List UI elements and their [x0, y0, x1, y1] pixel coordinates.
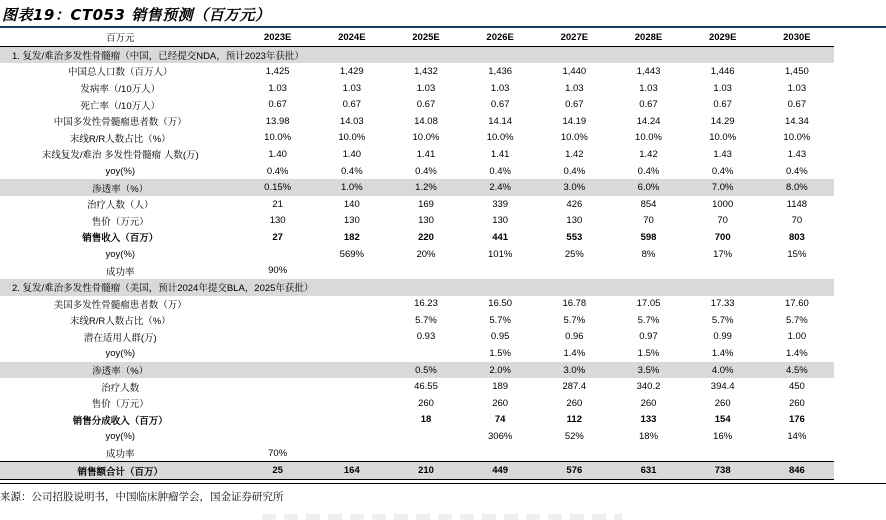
row-label: 美国多发性骨髓瘤患者数（万）: [53, 299, 187, 311]
row-label: 销售收入（百万）: [82, 233, 159, 245]
section-header-row: [0, 46, 834, 63]
table-cell: [315, 395, 389, 412]
table-cell: 306%: [488, 431, 513, 443]
figure-title: 图表19：CT053 销售预测（百万元）: [2, 6, 271, 24]
table-cell: 14.03: [339, 115, 364, 127]
table-cell: 52%: [564, 431, 584, 443]
table-cell: 1.03: [490, 82, 510, 94]
table-cell: [241, 378, 315, 395]
table-cell: 130: [343, 215, 360, 227]
table-cell: [241, 345, 315, 362]
table-cell: 8%: [641, 248, 656, 260]
table-cell: 17.33: [710, 298, 735, 310]
row-label: 成功率: [106, 449, 135, 461]
bottom-divider: [0, 483, 886, 484]
source-note: 来源：公司招股说明书，中国临床肿瘤学会，国金证券研究所: [0, 491, 284, 503]
table-cell: 569%: [339, 248, 364, 260]
table-row: [0, 412, 834, 429]
total-cell: 576: [537, 462, 611, 480]
table-cell: 130: [566, 215, 583, 227]
table-cell: 0.95: [490, 331, 510, 343]
title-divider: [0, 26, 886, 28]
table-cell: [611, 445, 685, 462]
table-cell: 8.0%: [760, 179, 834, 196]
table-row: [0, 196, 834, 213]
table-row: [0, 146, 834, 163]
table-cell: 14.34: [784, 115, 809, 127]
table-cell: 441: [492, 231, 509, 243]
table-cell: 5.7%: [786, 314, 808, 326]
table-cell: 10.0%: [264, 132, 292, 144]
year-header: 2027E: [537, 29, 611, 46]
year-header: 2024E: [315, 29, 389, 46]
table-cell: 0.67: [565, 99, 584, 111]
table-cell: 1.4%: [711, 348, 734, 360]
table-cell: 0.67: [713, 99, 732, 111]
table-cell: 1148: [786, 198, 808, 210]
table-row: [0, 130, 834, 147]
table-cell: 260: [418, 397, 434, 409]
table-cell: 16.78: [562, 298, 587, 310]
row-label: 渗透率（%）: [0, 179, 241, 196]
table-cell: 0.96: [565, 331, 584, 343]
table-cell: 287.4: [562, 381, 587, 393]
table-cell: 1000: [712, 198, 734, 210]
table-cell: 154: [714, 414, 731, 426]
table-cell: 1.41: [490, 148, 510, 160]
table-cell: 1.03: [639, 82, 658, 94]
table-row: [0, 63, 834, 80]
table-cell: [389, 445, 463, 462]
year-header: 2029E: [686, 29, 760, 46]
table-cell: 7.0%: [686, 179, 760, 196]
table-row: [0, 312, 834, 329]
table-cell: 5.7%: [489, 314, 511, 326]
table-cell: 130: [418, 215, 434, 227]
table-cell: 17.60: [784, 298, 809, 310]
table-cell: [686, 262, 760, 279]
year-header: 2028E: [611, 29, 685, 46]
row-label: 销售分成收入（百万）: [72, 415, 168, 427]
table-cell: [537, 262, 611, 279]
table-cell: 74: [494, 414, 506, 426]
row-label: yoy(%): [105, 431, 136, 443]
table-cell: 0.67: [787, 99, 807, 111]
row-label: 死亡率（/10万人）: [80, 100, 161, 112]
table-cell: 700: [714, 231, 731, 243]
row-label: 潜在适用人群(万): [83, 332, 157, 344]
section-header-row: [0, 279, 834, 296]
total-cell: 846: [760, 462, 834, 480]
table-cell: [315, 428, 389, 445]
table-cell: 21: [272, 198, 283, 210]
table-cell: [241, 312, 315, 329]
table-cell: 18: [420, 414, 432, 426]
table-cell: 1.5%: [489, 348, 511, 360]
table-cell: 17.05: [636, 298, 661, 310]
total-cell: 738: [686, 462, 760, 480]
table-cell: 14.14: [488, 115, 513, 127]
table-cell: 112: [566, 414, 582, 426]
table-row: [0, 213, 834, 230]
table-cell: 133: [640, 414, 657, 426]
table-cell: 25%: [564, 248, 584, 260]
table-cell: 182: [343, 231, 360, 243]
table-cell: 1.03: [268, 82, 287, 94]
table-cell: [315, 312, 389, 329]
row-label: 末线R/R人数占比（%）: [69, 133, 171, 145]
table-row: [0, 378, 834, 395]
table-cell: 5.7%: [711, 314, 734, 326]
table-cell: 0.4%: [266, 165, 289, 177]
table-cell: 0.99: [713, 331, 732, 343]
table-cell: 1.42: [565, 148, 584, 160]
table-cell: 1.2%: [389, 179, 463, 196]
table-row: [0, 80, 834, 97]
table-cell: 0.67: [416, 99, 436, 111]
table-cell: 0.4%: [786, 165, 808, 177]
table-row: [0, 428, 834, 445]
table-row: [0, 395, 834, 412]
table-cell: 1,429: [339, 65, 364, 77]
total-cell: 164: [315, 462, 389, 480]
table-cell: 1,446: [710, 65, 735, 77]
row-label: 渗透率（%）: [0, 362, 241, 379]
row-label: yoy(%): [105, 165, 136, 177]
table-cell: 140: [343, 198, 360, 210]
table-cell: 426: [566, 198, 583, 210]
table-cell: 340.2: [636, 381, 661, 393]
table-cell: 1.03: [416, 82, 436, 94]
table-cell: 0.4%: [711, 165, 734, 177]
table-cell: 14%: [787, 431, 807, 443]
unit-header: 百万元: [0, 29, 241, 46]
table-row: [0, 296, 834, 313]
table-cell: [241, 395, 315, 412]
table-cell: 10.0%: [338, 132, 366, 144]
table-cell: 1.4%: [563, 348, 586, 360]
table-cell: 2.0%: [463, 362, 537, 379]
table-cell: [389, 262, 463, 279]
table-cell: [241, 412, 315, 429]
row-label: 治疗人数: [101, 382, 140, 394]
table-cell: 70%: [268, 447, 288, 459]
table-cell: 16.50: [488, 298, 513, 310]
table-cell: 1.42: [639, 148, 658, 160]
table-cell: 1.40: [342, 148, 362, 160]
table-cell: 1.41: [416, 148, 436, 160]
table-cell: 0.67: [268, 99, 287, 111]
table-cell: 260: [566, 397, 583, 409]
table-cell: 169: [418, 198, 434, 210]
table-cell: 4.0%: [686, 362, 760, 379]
table-cell: 260: [714, 397, 731, 409]
table-cell: 1.03: [342, 82, 362, 94]
header-row: [0, 29, 834, 46]
table-cell: 3.0%: [537, 179, 611, 196]
table-cell: 450: [788, 381, 805, 393]
table-cell: 176: [788, 414, 805, 426]
table-cell: 5.7%: [637, 314, 660, 326]
table-cell: 220: [418, 231, 434, 243]
table-cell: 10.0%: [709, 132, 737, 144]
table-cell: 0.67: [639, 99, 658, 111]
table-cell: [463, 262, 537, 279]
table-cell: 17%: [713, 248, 733, 260]
table-cell: [241, 428, 315, 445]
table-cell: 1,425: [265, 65, 290, 77]
table-cell: 130: [269, 215, 286, 227]
row-label: yoy(%): [105, 348, 136, 360]
table-cell: [611, 262, 685, 279]
total-label: 销售额合计（百万）: [0, 462, 241, 480]
table-cell: 1,432: [414, 65, 438, 77]
table-cell: [241, 329, 315, 346]
table-row: [0, 179, 834, 196]
table-cell: 15%: [787, 248, 807, 260]
table-row: [0, 246, 834, 263]
table-cell: [686, 445, 760, 462]
table-cell: 10.0%: [783, 132, 811, 144]
table-cell: 6.0%: [611, 179, 685, 196]
year-header: 2023E: [241, 29, 315, 46]
row-label: 中国多发性骨髓瘤患者数（万）: [53, 117, 187, 129]
table-cell: 1.5%: [637, 348, 660, 360]
table-cell: 0.4%: [563, 165, 586, 177]
row-label: 售价（万元）: [91, 216, 149, 228]
table-cell: 20%: [416, 248, 436, 260]
table-cell: [315, 445, 389, 462]
row-label: 末线复发/难治 多发性骨髓瘤 人数(万): [41, 150, 199, 162]
table-cell: [315, 345, 389, 362]
table-cell: 10.0%: [486, 132, 514, 144]
table-cell: 1.0%: [315, 179, 389, 196]
row-label: 发病率（/10万人）: [80, 84, 161, 96]
total-cell: 25: [241, 462, 315, 480]
table-cell: 260: [788, 397, 805, 409]
table-cell: 189: [492, 381, 509, 393]
table-cell: 0.67: [342, 99, 362, 111]
table-cell: [315, 262, 389, 279]
table-cell: 1.43: [713, 148, 732, 160]
table-cell: 14.24: [636, 115, 661, 127]
table-cell: 16.23: [414, 298, 438, 310]
table-cell: [241, 296, 315, 313]
total-cell: 210: [389, 462, 463, 480]
table-cell: 1,440: [562, 65, 587, 77]
table-cell: 0.67: [490, 99, 510, 111]
table-cell: 1.40: [268, 148, 287, 160]
table-cell: 46.55: [414, 381, 438, 393]
table-cell: 803: [788, 231, 805, 243]
row-label: 成功率: [106, 266, 135, 278]
section-title: 1. 复发/难治多发性骨髓瘤（中国，已经提交NDA，预计2023年获批）: [0, 46, 834, 63]
table-cell: 598: [640, 231, 657, 243]
table-cell: 0.15%: [241, 179, 315, 196]
table-cell: 5.7%: [415, 314, 437, 326]
table-cell: 70: [791, 215, 803, 227]
table-row: [0, 345, 834, 362]
table-cell: 16%: [713, 431, 733, 443]
table-row: [0, 229, 834, 246]
table-cell: 3.0%: [537, 362, 611, 379]
table-cell: [389, 345, 463, 362]
table-cell: [315, 412, 389, 429]
table-cell: 1.43: [787, 148, 807, 160]
row-label: 售价（万元）: [91, 399, 149, 411]
table-cell: 0.4%: [489, 165, 511, 177]
table-cell: 0.4%: [340, 165, 363, 177]
table-cell: 1,450: [784, 65, 809, 77]
table-row: [0, 163, 834, 180]
table-cell: 14.08: [414, 115, 438, 127]
table-cell: 10.0%: [412, 132, 440, 144]
table-cell: [315, 378, 389, 395]
table-cell: 260: [640, 397, 657, 409]
table-cell: 1.03: [713, 82, 732, 94]
table-cell: 14.29: [710, 115, 735, 127]
table-cell: 2.4%: [463, 179, 537, 196]
table-cell: 5.7%: [563, 314, 586, 326]
table-cell: 18%: [639, 431, 659, 443]
table-cell: 1,443: [636, 65, 661, 77]
table-row: [0, 96, 834, 113]
table-cell: 0.4%: [637, 165, 660, 177]
table-row: [0, 262, 834, 279]
table-cell: 854: [640, 198, 657, 210]
table-row: [0, 329, 834, 346]
section-title: 2. 复发/难治多发性骨髓瘤（美国，预计2024年提交BLA，2025年获批）: [0, 279, 834, 296]
table-cell: [315, 362, 389, 379]
table-row: [0, 445, 834, 462]
table-row: [0, 113, 834, 130]
table-cell: 10.0%: [560, 132, 588, 144]
table-cell: 70: [717, 215, 728, 227]
table-cell: 70: [643, 215, 654, 227]
table-cell: 101%: [488, 248, 513, 260]
table-cell: [241, 362, 315, 379]
table-cell: 394.4: [710, 381, 735, 393]
row-label: 中国总人口数（百万人）: [68, 67, 173, 79]
table-cell: 1.4%: [786, 348, 808, 360]
row-label: 末线R/R人数占比（%）: [69, 316, 171, 328]
table-cell: 339: [492, 198, 509, 210]
table-cell: 0.97: [639, 331, 658, 343]
year-header: 2026E: [463, 29, 537, 46]
faded-footer-text: [262, 514, 622, 520]
table-row: [0, 362, 834, 379]
total-cell: 449: [463, 462, 537, 480]
table-cell: [463, 445, 537, 462]
table-cell: 0.93: [416, 331, 436, 343]
year-header: 2025E: [389, 29, 463, 46]
table-cell: 260: [492, 397, 509, 409]
table-cell: 1,436: [488, 65, 513, 77]
table-cell: [760, 262, 834, 279]
table-cell: 3.5%: [611, 362, 685, 379]
table-cell: 90%: [268, 265, 288, 277]
table-cell: 13.98: [265, 115, 290, 127]
table-cell: 0.4%: [415, 165, 437, 177]
table-cell: [241, 246, 315, 263]
table-cell: 14.19: [562, 115, 587, 127]
table-cell: 27: [272, 231, 283, 243]
table-cell: [760, 445, 834, 462]
table-cell: 1.03: [787, 82, 807, 94]
table-cell: 10.0%: [635, 132, 662, 144]
table-cell: 130: [492, 215, 509, 227]
year-header: 2030E: [760, 29, 834, 46]
table-cell: 0.5%: [389, 362, 463, 379]
row-label: 治疗人数（人）: [87, 200, 154, 212]
table-cell: 1.00: [787, 331, 807, 343]
table-cell: [389, 428, 463, 445]
table-cell: 1.03: [565, 82, 584, 94]
forecast-table: [0, 29, 834, 480]
total-row: [0, 462, 834, 480]
row-label: yoy(%): [105, 248, 136, 260]
table-cell: 553: [566, 231, 583, 243]
table-cell: 4.5%: [760, 362, 834, 379]
table-cell: [315, 296, 389, 313]
table-cell: [315, 329, 389, 346]
total-cell: 631: [611, 462, 685, 480]
table-body: [0, 46, 834, 479]
table-cell: [537, 445, 611, 462]
